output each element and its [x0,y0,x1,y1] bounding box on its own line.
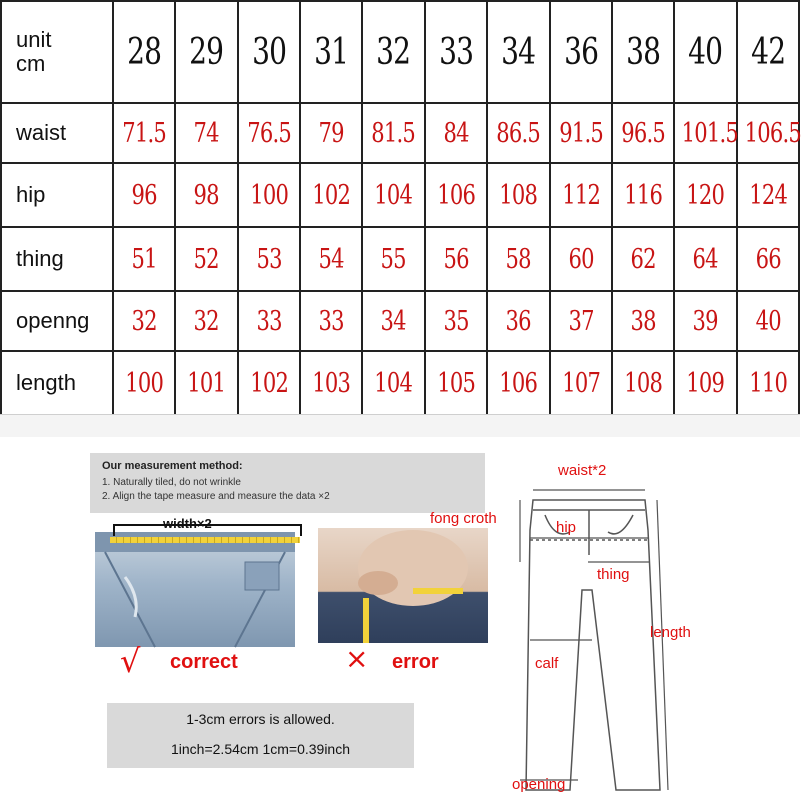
table-row-thing [1,227,799,291]
row-label: waist [1,103,113,163]
size-header-cell: 34 [494,1,543,103]
measurement-cell: 98 [182,163,231,227]
jeans-flat-photo [95,532,295,647]
row-label: hip [1,163,113,227]
body-measure-photo [318,528,488,643]
size-header-cell: 36 [556,1,605,103]
measurement-cell: 112 [556,163,605,227]
measurement-cell: 64 [681,227,730,291]
measurement-cell: 100 [120,351,169,415]
measurement-cell: 62 [619,227,668,291]
measurement-cell: 101.5 [681,103,730,163]
error-label: error [392,651,439,673]
measurement-cell: 52 [182,227,231,291]
size-header-cell: 32 [369,1,418,103]
measurement-cell: 76.5 [245,103,294,163]
pants-label-calf: calf [535,655,559,672]
measurement-cell: 66 [743,227,792,291]
measurement-cell: 108 [619,351,668,415]
pants-label-fong-croth: fong croth [430,510,497,527]
section-divider [0,414,800,437]
tape-measure [110,537,300,543]
row-label: thing [1,227,113,291]
pants-label-hip: hip [556,519,577,536]
measurement-cell: 37 [556,291,605,351]
table-row-openng [1,291,799,351]
size-header-cell: 38 [619,1,668,103]
method-step-2: 2. Align the tape measure and measure the data ×2 [102,491,330,502]
pants-label-length: length [650,624,691,641]
measurement-cell: 103 [307,351,356,415]
unit-label-line2: cm [16,51,46,76]
pants-label-waist: waist*2 [558,462,607,479]
size-header-cell: 40 [681,1,730,103]
jeans-illustration [95,532,295,647]
measurement-cell: 81.5 [369,103,418,163]
table-row-length [1,351,799,415]
measurement-cell: 102 [245,351,294,415]
pants-outline [526,500,660,790]
measurement-cell: 39 [681,291,730,351]
measurement-cell: 108 [494,163,543,227]
measurement-cell: 96 [120,163,169,227]
pants-label-thing: thing [597,566,630,583]
measurement-cell: 79 [307,103,356,163]
check-icon: √ [120,642,141,680]
measurement-cell: 104 [369,351,418,415]
size-chart-body [1,1,799,415]
table-row-hip [1,163,799,227]
cross-icon: × [345,642,369,675]
method-step-1: 1. Naturally tiled, do not wrinkle [102,477,241,488]
measurement-cell: 84 [432,103,481,163]
measurement-cell: 100 [245,163,294,227]
measurement-cell: 71.5 [120,103,169,163]
measurement-cell: 110 [743,351,792,415]
size-header-cell: 30 [245,1,294,103]
measurement-cell: 104 [369,163,418,227]
size-header-cell: 33 [432,1,481,103]
tolerance-note-box [107,703,414,768]
measurement-cell: 53 [245,227,294,291]
unit-label-line1: unit [16,27,52,52]
row-label: length [1,351,113,415]
measurement-cell: 33 [245,291,294,351]
table-row-waist [1,103,799,163]
measurement-cell: 91.5 [556,103,605,163]
method-title: Our measurement method: [102,460,243,472]
measurement-cell: 106.5 [743,103,792,163]
measurement-cell: 54 [307,227,356,291]
measurement-cell: 102 [307,163,356,227]
conversion-text: 1inch=2.54cm 1cm=0.39inch [171,741,350,757]
measurement-cell: 109 [681,351,730,415]
measurement-cell: 107 [556,351,605,415]
size-header-cell: 31 [307,1,356,103]
size-header-cell: 29 [182,1,231,103]
body-illustration [318,528,488,643]
measurement-cell: 51 [120,227,169,291]
measurement-cell: 38 [619,291,668,351]
measurement-cell: 60 [556,227,605,291]
row-label: openng [1,291,113,351]
measurement-cell: 96.5 [619,103,668,163]
measurement-cell: 101 [182,351,231,415]
tolerance-text: 1-3cm errors is allowed. [186,711,335,727]
measurement-cell: 106 [432,163,481,227]
measurement-cell: 58 [494,227,543,291]
correct-label: correct [170,651,238,673]
measurement-cell: 36 [494,291,543,351]
measurement-cell: 55 [369,227,418,291]
measurement-cell: 86.5 [494,103,543,163]
measurement-method-box [90,453,485,513]
size-header-cell: 42 [743,1,792,103]
measurement-cell: 33 [307,291,356,351]
width-label: width×2 [163,516,212,531]
measurement-cell: 56 [432,227,481,291]
size-header-cell: 28 [120,1,169,103]
measurement-cell: 120 [681,163,730,227]
measurement-cell: 74 [182,103,231,163]
measurement-cell: 124 [743,163,792,227]
measurement-cell: 32 [182,291,231,351]
measurement-cell: 106 [494,351,543,415]
measurement-cell: 32 [120,291,169,351]
measurement-cell: 105 [432,351,481,415]
table-header-row [1,1,799,103]
unit-label [1,1,113,103]
measurement-cell: 35 [432,291,481,351]
measurement-cell: 34 [369,291,418,351]
measurement-cell: 116 [619,163,668,227]
measurement-cell: 40 [743,291,792,351]
pants-label-opening: opening [512,776,566,793]
